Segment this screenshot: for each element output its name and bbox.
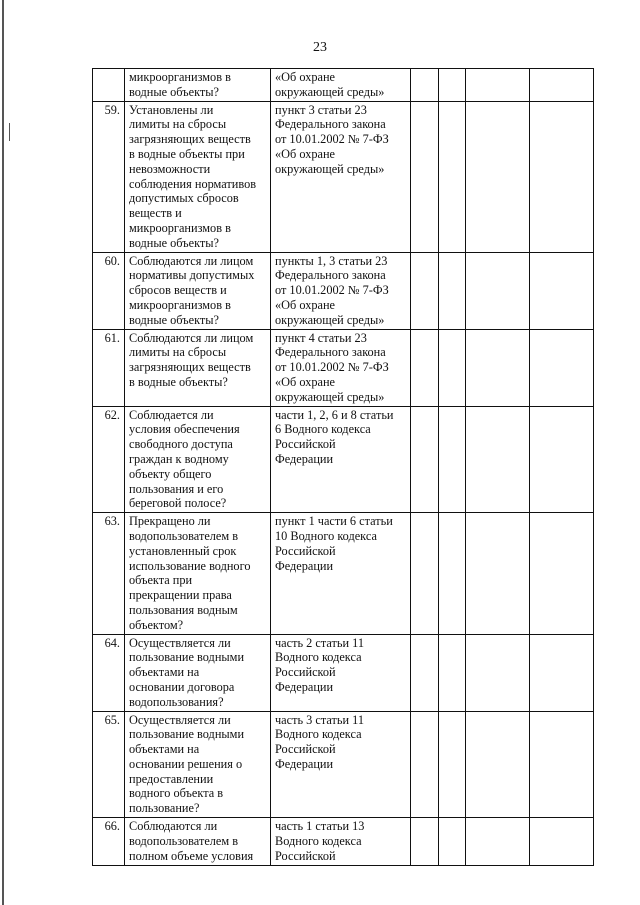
not-applicable-cell: [466, 634, 530, 711]
not-applicable-cell: [466, 101, 530, 252]
scan-margin-line: [2, 0, 4, 905]
not-applicable-cell: [466, 513, 530, 634]
table-row: [93, 329, 594, 406]
comment-cell: [530, 711, 594, 818]
comment-cell: [530, 634, 594, 711]
page-number: 23: [313, 40, 327, 55]
answer-no-cell: [439, 101, 466, 252]
legal-reference-cell: часть 3 статьи 11 Водного кодекса Российской Федерации: [271, 711, 411, 818]
question-cell: Прекращено ли водопользователем в установленный срок использование водного объекта при прекращении права пользования водным объектом?: [125, 513, 271, 634]
question-cell: Соблюдаются ли водопользователем в полном объеме условия: [125, 818, 271, 866]
checklist-table: [92, 68, 594, 866]
answer-yes-cell: [411, 513, 439, 634]
question-cell: Соблюдаются ли лицом нормативы допустимых сбросов веществ и микроорганизмов в водные объекты?: [125, 252, 271, 329]
answer-no-cell: [439, 252, 466, 329]
comment-cell: [530, 513, 594, 634]
answer-no-cell: [439, 634, 466, 711]
question-cell: Соблюдается ли условия обеспечения свободного доступа граждан к водному объекту общего пользования и его береговой полосе?: [125, 406, 271, 513]
answer-yes-cell: [411, 711, 439, 818]
table-row: [93, 634, 594, 711]
question-cell: Соблюдаются ли лицом лимиты на сбросы загрязняющих веществ в водные объекты?: [125, 329, 271, 406]
answer-no-cell: [439, 329, 466, 406]
comment-cell: [530, 329, 594, 406]
row-number: 61.: [93, 329, 125, 406]
not-applicable-cell: [466, 69, 530, 102]
legal-reference-cell: пункт 3 статьи 23 Федерального закона от 10.01.2002 № 7-ФЗ «Об охране окружающей среды»: [271, 101, 411, 252]
answer-yes-cell: [411, 634, 439, 711]
row-number: [93, 69, 125, 102]
legal-reference-cell: пункт 1 части 6 статьи 10 Водного кодекса Российской Федерации: [271, 513, 411, 634]
answer-no-cell: [439, 406, 466, 513]
legal-reference-cell: часть 2 статьи 11 Водного кодекса Российской Федерации: [271, 634, 411, 711]
comment-cell: [530, 101, 594, 252]
question-cell: Осуществляется ли пользование водными объектами на основании решения о предоставлении водного объекта в пользование?: [125, 711, 271, 818]
not-applicable-cell: [466, 818, 530, 866]
answer-no-cell: [439, 513, 466, 634]
row-number: 60.: [93, 252, 125, 329]
row-number: 59.: [93, 101, 125, 252]
comment-cell: [530, 252, 594, 329]
table-row: [93, 818, 594, 866]
legal-reference-cell: пункт 4 статьи 23 Федерального закона от 10.01.2002 № 7-ФЗ «Об охране окружающей среды»: [271, 329, 411, 406]
table-row: [93, 101, 594, 252]
not-applicable-cell: [466, 329, 530, 406]
legal-reference-cell: часть 1 статьи 13 Водного кодекса Российской: [271, 818, 411, 866]
answer-yes-cell: [411, 329, 439, 406]
question-cell: Осуществляется ли пользование водными объектами на основании договора водопользования?: [125, 634, 271, 711]
table-row: [93, 69, 594, 102]
comment-cell: [530, 406, 594, 513]
answer-yes-cell: [411, 101, 439, 252]
scan-mark: [9, 123, 10, 141]
table-row: [93, 406, 594, 513]
table-row: [93, 513, 594, 634]
answer-no-cell: [439, 818, 466, 866]
row-number: 63.: [93, 513, 125, 634]
answer-yes-cell: [411, 252, 439, 329]
table-row: [93, 711, 594, 818]
table-row: [93, 252, 594, 329]
legal-reference-cell: «Об охране окружающей среды»: [271, 69, 411, 102]
comment-cell: [530, 69, 594, 102]
legal-reference-cell: пункты 1, 3 статьи 23 Федерального закона от 10.01.2002 № 7-ФЗ «Об охране окружающей среды»: [271, 252, 411, 329]
answer-no-cell: [439, 69, 466, 102]
question-cell: микроорганизмов в водные объекты?: [125, 69, 271, 102]
row-number: 62.: [93, 406, 125, 513]
not-applicable-cell: [466, 711, 530, 818]
not-applicable-cell: [466, 406, 530, 513]
legal-reference-cell: части 1, 2, 6 и 8 статьи 6 Водного кодекса Российской Федерации: [271, 406, 411, 513]
answer-yes-cell: [411, 69, 439, 102]
answer-yes-cell: [411, 406, 439, 513]
comment-cell: [530, 818, 594, 866]
not-applicable-cell: [466, 252, 530, 329]
row-number: 65.: [93, 711, 125, 818]
row-number: 66.: [93, 818, 125, 866]
row-number: 64.: [93, 634, 125, 711]
answer-no-cell: [439, 711, 466, 818]
question-cell: Установлены ли лимиты на сбросы загрязняющих веществ в водные объекты при невозможности соблюдения нормативов допустимых сбросов веществ и микроорганизмов в водные объекты?: [125, 101, 271, 252]
answer-yes-cell: [411, 818, 439, 866]
